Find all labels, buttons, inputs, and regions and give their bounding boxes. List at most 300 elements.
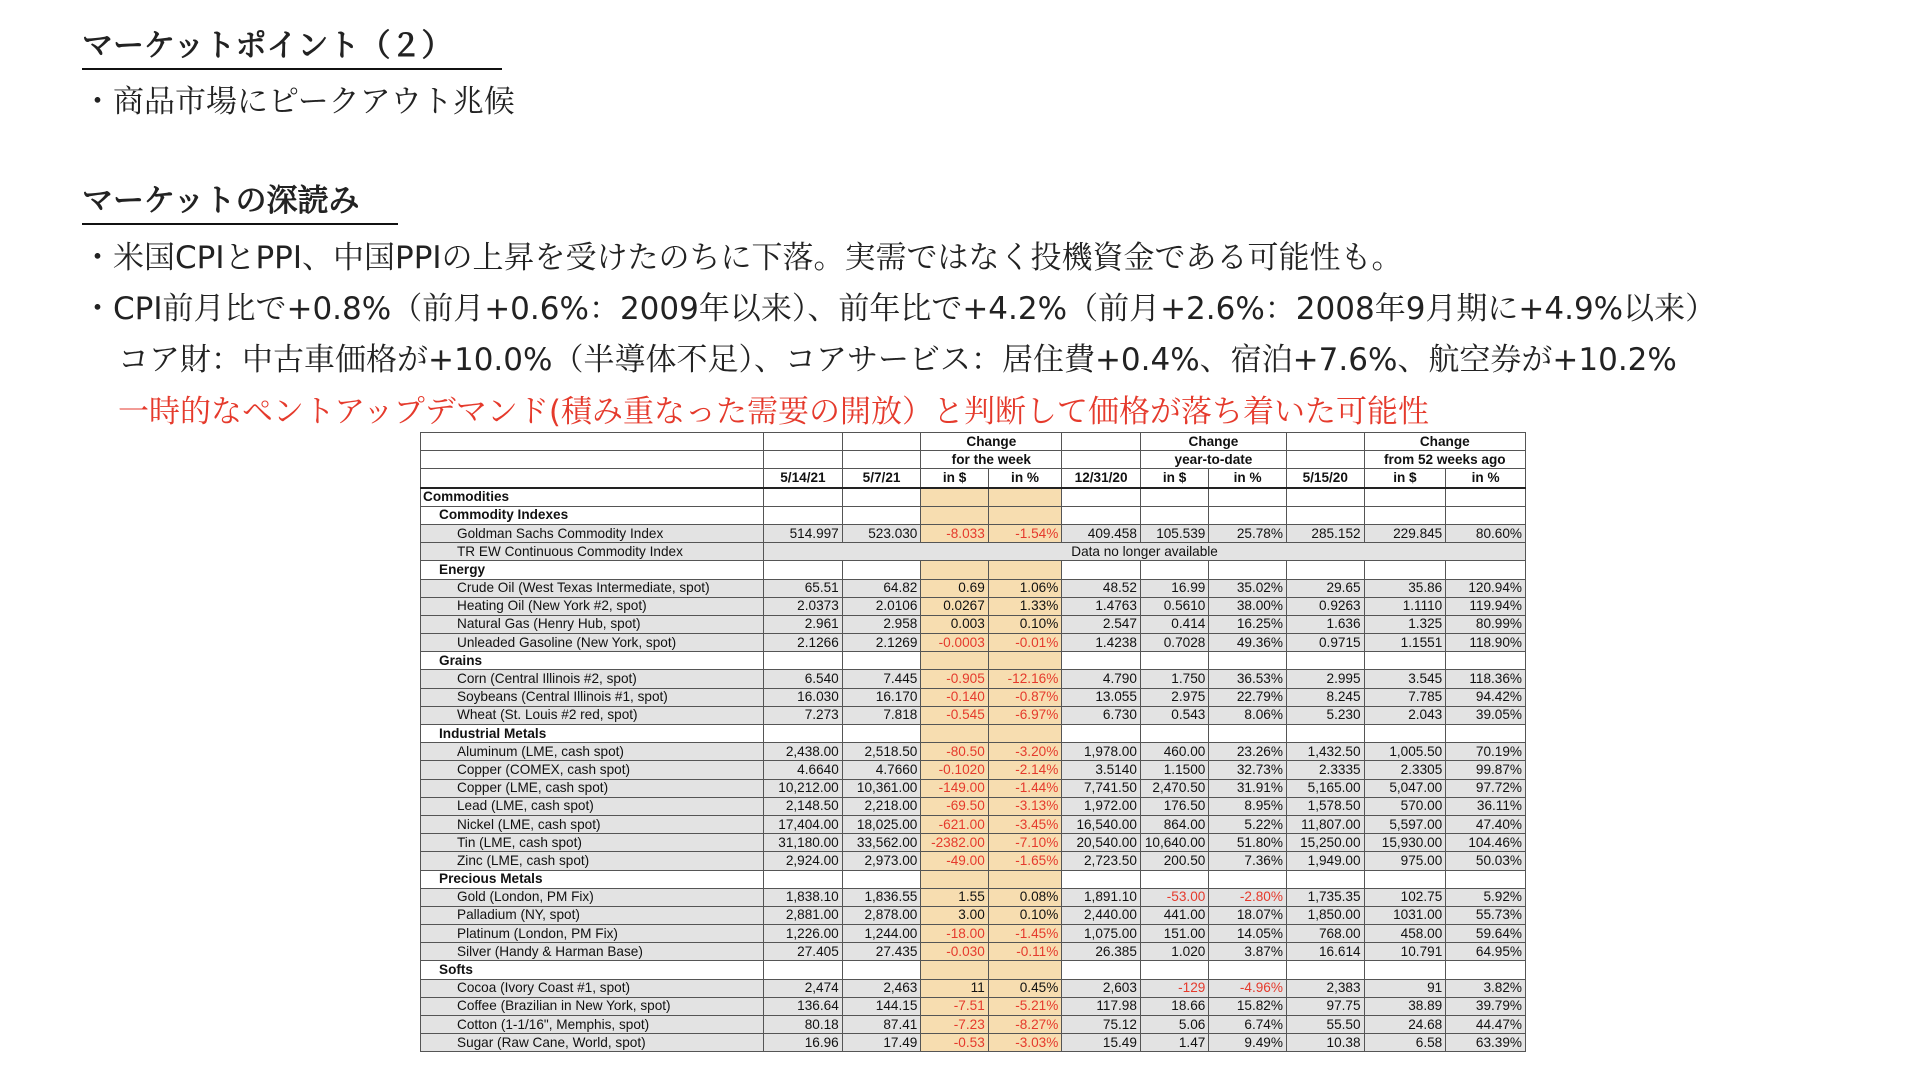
blank-cell	[1364, 488, 1446, 507]
blank-cell	[764, 506, 843, 524]
deep-reading-bullet-2: ・CPI前月比で+0.8%（前月+0.6%：2009年以来）、前年比で+4.2%（前月+2.6%：2008年9月期に+4.9%以来）	[82, 291, 1717, 327]
blank-cell	[1062, 725, 1141, 743]
value-cell: 2,440.00	[1062, 906, 1141, 924]
value-cell: 2.995	[1286, 670, 1364, 688]
value-cell: -0.545	[921, 706, 988, 724]
table-row	[421, 524, 1526, 542]
value-cell: 1,075.00	[1062, 925, 1141, 943]
value-cell: 5.230	[1286, 706, 1364, 724]
value-cell: 1.636	[1286, 615, 1364, 633]
value-cell: 35.02%	[1209, 579, 1287, 597]
blank-cell	[988, 652, 1062, 670]
commodity-name: Tin (LME, cash spot)	[421, 834, 764, 852]
value-cell: 458.00	[1364, 925, 1446, 943]
blank-cell	[1209, 870, 1287, 888]
heading-deep-reading: マーケットの深読み	[82, 175, 398, 225]
value-cell: 15,930.00	[1364, 834, 1446, 852]
value-cell: 1,836.55	[842, 888, 921, 906]
table-row	[421, 688, 1526, 706]
blank-cell	[1140, 652, 1208, 670]
value-cell: 7.818	[842, 706, 921, 724]
value-cell: 0.45%	[988, 979, 1062, 997]
table-row	[421, 652, 1526, 670]
value-cell: 2.961	[764, 615, 843, 633]
header-cell	[421, 451, 764, 469]
value-cell: 20,540.00	[1062, 834, 1141, 852]
value-cell: 151.00	[1140, 925, 1208, 943]
value-cell: 7.785	[1364, 688, 1446, 706]
value-cell: -4.96%	[1209, 979, 1287, 997]
value-cell: 285.152	[1286, 524, 1364, 542]
value-cell: 0.9263	[1286, 597, 1364, 615]
value-cell: 120.94%	[1446, 579, 1526, 597]
value-cell: 200.50	[1140, 852, 1208, 870]
value-cell: 97.75	[1286, 997, 1364, 1015]
value-cell: 64.95%	[1446, 943, 1526, 961]
deep-reading-highlight-line: 一時的なペントアップデマンド(積み重なった需要の開放）と判断して価格が落ち着いた可能性	[118, 394, 1429, 430]
value-cell: -3.20%	[988, 743, 1062, 761]
value-cell: 1,578.50	[1286, 797, 1364, 815]
no-data-note: Data no longer available	[764, 543, 1526, 561]
value-cell: -3.03%	[988, 1034, 1062, 1052]
value-cell: 1.06%	[988, 579, 1062, 597]
value-cell: -7.10%	[988, 834, 1062, 852]
value-cell: 7,741.50	[1062, 779, 1141, 797]
table-row	[421, 579, 1526, 597]
value-cell: 0.9715	[1286, 634, 1364, 652]
value-cell: 105.539	[1140, 524, 1208, 542]
value-cell: 16.96	[764, 1034, 843, 1052]
value-cell: 1,891.10	[1062, 888, 1141, 906]
blank-cell	[1286, 488, 1364, 507]
value-cell: 2,463	[842, 979, 921, 997]
blank-cell	[1062, 652, 1141, 670]
commodity-name: Silver (Handy & Harman Base)	[421, 943, 764, 961]
blank-cell	[1062, 506, 1141, 524]
table-row	[421, 543, 1526, 561]
value-cell: -18.00	[921, 925, 988, 943]
value-cell: 119.94%	[1446, 597, 1526, 615]
blank-cell	[1140, 488, 1208, 507]
value-cell: -8.033	[921, 524, 988, 542]
value-cell: 2,518.50	[842, 743, 921, 761]
blank-cell	[921, 488, 988, 507]
value-cell: 117.98	[1062, 997, 1141, 1015]
value-cell: 118.36%	[1446, 670, 1526, 688]
value-cell: 18.07%	[1209, 906, 1287, 924]
blank-cell	[1286, 652, 1364, 670]
value-cell: -621.00	[921, 815, 988, 833]
value-cell: 6.540	[764, 670, 843, 688]
value-cell: 2,470.50	[1140, 779, 1208, 797]
value-cell: 0.08%	[988, 888, 1062, 906]
value-cell: 2.547	[1062, 615, 1141, 633]
header-cell	[764, 433, 843, 451]
blank-cell	[1062, 961, 1141, 979]
value-cell: 0.5610	[1140, 597, 1208, 615]
table-row	[421, 834, 1526, 852]
commodity-name: Aluminum (LME, cash spot)	[421, 743, 764, 761]
value-cell: 25.78%	[1209, 524, 1287, 542]
value-cell: 3.545	[1364, 670, 1446, 688]
blank-cell	[842, 561, 921, 579]
value-cell: 70.19%	[1446, 743, 1526, 761]
value-cell: 1.1551	[1364, 634, 1446, 652]
value-cell: 1.47	[1140, 1034, 1208, 1052]
value-cell: 1.4238	[1062, 634, 1141, 652]
value-cell: 10.791	[1364, 943, 1446, 961]
blank-cell	[1364, 961, 1446, 979]
commodity-name: Zinc (LME, cash spot)	[421, 852, 764, 870]
value-cell: 2.975	[1140, 688, 1208, 706]
value-cell: 8.06%	[1209, 706, 1287, 724]
value-cell: 7.273	[764, 706, 843, 724]
value-cell: 10,361.00	[842, 779, 921, 797]
value-cell: 15,250.00	[1286, 834, 1364, 852]
value-cell: 18.66	[1140, 997, 1208, 1015]
value-cell: 16,540.00	[1062, 815, 1141, 833]
header-group-52w: Change	[1364, 433, 1525, 451]
value-cell: 2,148.50	[764, 797, 843, 815]
value-cell: 80.18	[764, 1016, 843, 1034]
value-cell: -1.65%	[988, 852, 1062, 870]
header-group-52w-sub: from 52 weeks ago	[1364, 451, 1525, 469]
value-cell: 2.1266	[764, 634, 843, 652]
blank-cell	[921, 725, 988, 743]
value-cell: 2,474	[764, 979, 843, 997]
value-cell: 0.7028	[1140, 634, 1208, 652]
table-row	[421, 615, 1526, 633]
table-row	[421, 670, 1526, 688]
value-cell: 1.55	[921, 888, 988, 906]
value-cell: 80.99%	[1446, 615, 1526, 633]
table-column-header-row	[421, 469, 1526, 488]
commodity-name: Corn (Central Illinois #2, spot)	[421, 670, 764, 688]
value-cell: 102.75	[1364, 888, 1446, 906]
value-cell: 59.64%	[1446, 925, 1526, 943]
value-cell: 35.86	[1364, 579, 1446, 597]
blank-cell	[1446, 725, 1526, 743]
value-cell: 5,597.00	[1364, 815, 1446, 833]
value-cell: 55.73%	[1446, 906, 1526, 924]
blank-cell	[842, 488, 921, 507]
value-cell: -1.54%	[988, 524, 1062, 542]
blank-cell	[842, 652, 921, 670]
value-cell: 87.41	[842, 1016, 921, 1034]
blank-cell	[1062, 561, 1141, 579]
blank-cell	[921, 561, 988, 579]
value-cell: 1.325	[1364, 615, 1446, 633]
blank-cell	[1364, 561, 1446, 579]
blank-cell	[1364, 870, 1446, 888]
market-point-bullet: ・商品市場にピークアウト兆候	[82, 84, 515, 120]
table-row	[421, 925, 1526, 943]
blank-cell	[1364, 506, 1446, 524]
commodity-name: Coffee (Brazilian in New York, spot)	[421, 997, 764, 1015]
blank-cell	[1446, 488, 1526, 507]
value-cell: 5,165.00	[1286, 779, 1364, 797]
table-row	[421, 779, 1526, 797]
value-cell: -0.53	[921, 1034, 988, 1052]
table-row	[421, 961, 1526, 979]
category-label: Energy	[421, 561, 764, 579]
value-cell: 1,432.50	[1286, 743, 1364, 761]
value-cell: 3.00	[921, 906, 988, 924]
value-cell: 16.030	[764, 688, 843, 706]
commodity-name: Lead (LME, cash spot)	[421, 797, 764, 815]
value-cell: -0.87%	[988, 688, 1062, 706]
table-row	[421, 1034, 1526, 1052]
value-cell: 17.49	[842, 1034, 921, 1052]
value-cell: 38.89	[1364, 997, 1446, 1015]
blank-cell	[764, 961, 843, 979]
value-cell: 11,807.00	[1286, 815, 1364, 833]
value-cell: 27.405	[764, 943, 843, 961]
table-header-row	[421, 451, 1526, 469]
value-cell: 51.80%	[1209, 834, 1287, 852]
value-cell: -0.01%	[988, 634, 1062, 652]
value-cell: 99.87%	[1446, 761, 1526, 779]
value-cell: -0.905	[921, 670, 988, 688]
blank-cell	[1286, 961, 1364, 979]
value-cell: 26.385	[1062, 943, 1141, 961]
value-cell: 2.3305	[1364, 761, 1446, 779]
table-row	[421, 1016, 1526, 1034]
value-cell: 18,025.00	[842, 815, 921, 833]
table-row	[421, 725, 1526, 743]
header-cell	[842, 433, 921, 451]
column-header: 5/7/21	[842, 469, 921, 488]
value-cell: 23.26%	[1209, 743, 1287, 761]
blank-cell	[1286, 870, 1364, 888]
blank-cell	[1209, 961, 1287, 979]
blank-cell	[1209, 488, 1287, 507]
blank-cell	[988, 725, 1062, 743]
header-cell	[764, 451, 843, 469]
commodity-name: Unleaded Gasoline (New York, spot)	[421, 634, 764, 652]
value-cell: 8.95%	[1209, 797, 1287, 815]
blank-cell	[1140, 506, 1208, 524]
blank-cell	[921, 961, 988, 979]
blank-cell	[1446, 506, 1526, 524]
table-row	[421, 943, 1526, 961]
value-cell: 3.82%	[1446, 979, 1526, 997]
blank-cell	[1286, 725, 1364, 743]
value-cell: -149.00	[921, 779, 988, 797]
commodity-name: Sugar (Raw Cane, World, spot)	[421, 1034, 764, 1052]
value-cell: 2,438.00	[764, 743, 843, 761]
value-cell: 1.1110	[1364, 597, 1446, 615]
column-header: 5/15/20	[1286, 469, 1364, 488]
value-cell: 136.64	[764, 997, 843, 1015]
value-cell: -2.80%	[1209, 888, 1287, 906]
blank-cell	[1062, 870, 1141, 888]
value-cell: 1031.00	[1364, 906, 1446, 924]
value-cell: 1,978.00	[1062, 743, 1141, 761]
value-cell: 1,838.10	[764, 888, 843, 906]
header-cell	[842, 451, 921, 469]
value-cell: 4.7660	[842, 761, 921, 779]
table-row	[421, 979, 1526, 997]
blank-cell	[764, 488, 843, 507]
value-cell: 31,180.00	[764, 834, 843, 852]
category-label: Commodity Indexes	[421, 506, 764, 524]
value-cell: 2.1269	[842, 634, 921, 652]
value-cell: 768.00	[1286, 925, 1364, 943]
commodity-name: Goldman Sachs Commodity Index	[421, 524, 764, 542]
value-cell: 16.614	[1286, 943, 1364, 961]
value-cell: -0.11%	[988, 943, 1062, 961]
value-cell: 2.0106	[842, 597, 921, 615]
value-cell: 15.49	[1062, 1034, 1141, 1052]
value-cell: 2,723.50	[1062, 852, 1141, 870]
deep-reading-bullet-1: ・米国CPIとPPI、中国PPIの上昇を受けたのちに下落。実需ではなく投機資金である可能性も。	[82, 240, 1403, 276]
header-cell	[1062, 451, 1141, 469]
value-cell: 975.00	[1364, 852, 1446, 870]
commodity-name: Soybeans (Central Illinois #1, spot)	[421, 688, 764, 706]
column-header: in $	[921, 469, 988, 488]
blank-cell	[1209, 561, 1287, 579]
category-label: Softs	[421, 961, 764, 979]
value-cell: 10.38	[1286, 1034, 1364, 1052]
blank-cell	[988, 488, 1062, 507]
column-header: in %	[1209, 469, 1287, 488]
value-cell: 6.730	[1062, 706, 1141, 724]
value-cell: 4.6640	[764, 761, 843, 779]
value-cell: 38.00%	[1209, 597, 1287, 615]
commodities-table	[420, 432, 1526, 1052]
table-row	[421, 488, 1526, 507]
value-cell: 441.00	[1140, 906, 1208, 924]
commodity-name: Wheat (St. Louis #2 red, spot)	[421, 706, 764, 724]
commodity-name: Natural Gas (Henry Hub, spot)	[421, 615, 764, 633]
value-cell: -0.0003	[921, 634, 988, 652]
blank-cell	[988, 506, 1062, 524]
value-cell: -7.23	[921, 1016, 988, 1034]
value-cell: -2.14%	[988, 761, 1062, 779]
value-cell: 6.58	[1364, 1034, 1446, 1052]
value-cell: -0.030	[921, 943, 988, 961]
commodity-name: Copper (LME, cash spot)	[421, 779, 764, 797]
header-group-ytd-sub: year-to-date	[1140, 451, 1286, 469]
value-cell: 65.51	[764, 579, 843, 597]
value-cell: 97.72%	[1446, 779, 1526, 797]
commodity-name: Gold (London, PM Fix)	[421, 888, 764, 906]
value-cell: 27.435	[842, 943, 921, 961]
value-cell: 15.82%	[1209, 997, 1287, 1015]
value-cell: 0.69	[921, 579, 988, 597]
value-cell: 9.49%	[1209, 1034, 1287, 1052]
table-row	[421, 506, 1526, 524]
column-header: in %	[1446, 469, 1526, 488]
table-row	[421, 761, 1526, 779]
value-cell: 48.52	[1062, 579, 1141, 597]
blank-cell	[1364, 725, 1446, 743]
value-cell: 31.91%	[1209, 779, 1287, 797]
table-row	[421, 706, 1526, 724]
value-cell: 55.50	[1286, 1016, 1364, 1034]
table-row	[421, 906, 1526, 924]
value-cell: 2.043	[1364, 706, 1446, 724]
value-cell: 13.055	[1062, 688, 1141, 706]
blank-cell	[842, 725, 921, 743]
value-cell: 2,878.00	[842, 906, 921, 924]
value-cell: 5.06	[1140, 1016, 1208, 1034]
value-cell: 1.33%	[988, 597, 1062, 615]
blank-cell	[1446, 652, 1526, 670]
value-cell: -1.45%	[988, 925, 1062, 943]
value-cell: 50.03%	[1446, 852, 1526, 870]
blank-cell	[764, 870, 843, 888]
value-cell: 47.40%	[1446, 815, 1526, 833]
commodity-name: Palladium (NY, spot)	[421, 906, 764, 924]
value-cell: 118.90%	[1446, 634, 1526, 652]
value-cell: 0.543	[1140, 706, 1208, 724]
blank-cell	[1140, 870, 1208, 888]
value-cell: 8.245	[1286, 688, 1364, 706]
category-label: Industrial Metals	[421, 725, 764, 743]
value-cell: 63.39%	[1446, 1034, 1526, 1052]
commodity-name: Nickel (LME, cash spot)	[421, 815, 764, 833]
value-cell: -53.00	[1140, 888, 1208, 906]
blank-cell	[988, 561, 1062, 579]
commodity-name: Copper (COMEX, cash spot)	[421, 761, 764, 779]
column-header: in $	[1140, 469, 1208, 488]
value-cell: 409.458	[1062, 524, 1141, 542]
blank-cell	[842, 870, 921, 888]
value-cell: 0.003	[921, 615, 988, 633]
column-header: in %	[988, 469, 1062, 488]
value-cell: 44.47%	[1446, 1016, 1526, 1034]
deep-reading-bullet-2-detail: コア財：中古車価格が+10.0%（半導体不足）、コアサービス：居住費+0.4%、宿泊+7.6%、航空券が+10.2%	[118, 342, 1677, 378]
blank-cell	[1286, 561, 1364, 579]
value-cell: 16.170	[842, 688, 921, 706]
value-cell: 1.750	[1140, 670, 1208, 688]
blank-cell	[1209, 725, 1287, 743]
blank-cell	[921, 506, 988, 524]
value-cell: 36.53%	[1209, 670, 1287, 688]
value-cell: 2,924.00	[764, 852, 843, 870]
value-cell: 864.00	[1140, 815, 1208, 833]
value-cell: -2382.00	[921, 834, 988, 852]
value-cell: 144.15	[842, 997, 921, 1015]
blank-cell	[1062, 488, 1141, 507]
commodities-table-image	[420, 432, 1526, 1074]
value-cell: -8.27%	[988, 1016, 1062, 1034]
value-cell: 3.87%	[1209, 943, 1287, 961]
header-group-ytd: Change	[1140, 433, 1286, 451]
value-cell: 64.82	[842, 579, 921, 597]
category-label: Precious Metals	[421, 870, 764, 888]
blank-cell	[1209, 652, 1287, 670]
value-cell: 29.65	[1286, 579, 1364, 597]
value-cell: 24.68	[1364, 1016, 1446, 1034]
value-cell: 523.030	[842, 524, 921, 542]
category-label: Grains	[421, 652, 764, 670]
column-header	[421, 469, 764, 488]
value-cell: 0.10%	[988, 906, 1062, 924]
value-cell: 16.99	[1140, 579, 1208, 597]
value-cell: 2,881.00	[764, 906, 843, 924]
header-group-week: Change	[921, 433, 1062, 451]
value-cell: 2,383	[1286, 979, 1364, 997]
header-group-week-sub: for the week	[921, 451, 1062, 469]
column-header: 12/31/20	[1062, 469, 1141, 488]
blank-cell	[988, 870, 1062, 888]
value-cell: 2.958	[842, 615, 921, 633]
value-cell: -5.21%	[988, 997, 1062, 1015]
value-cell: -1.44%	[988, 779, 1062, 797]
